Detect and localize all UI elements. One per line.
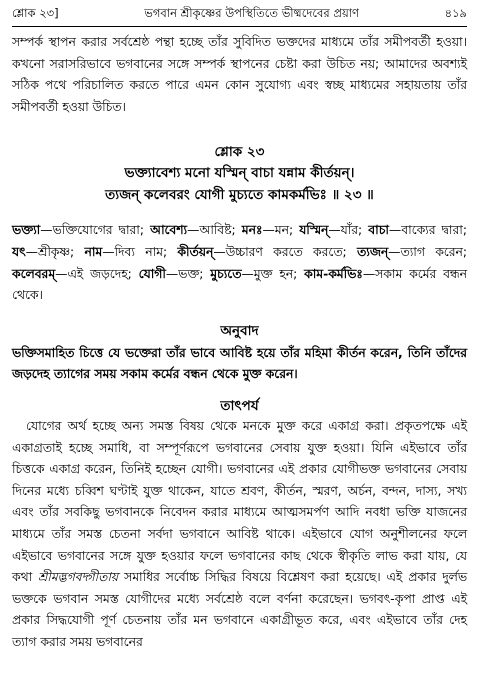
synonym-meaning: —ভক্ত; — [165, 266, 211, 281]
purport-text — [12, 416, 467, 654]
page-header — [12, 0, 467, 27]
synonym-term: যস্মিন্ — [299, 223, 329, 238]
purport-title: তাৎপর্য — [220, 397, 259, 414]
synonym-meaning: —এই জড়দেহ; — [55, 266, 139, 281]
synonym-term: ত্যজন্ — [357, 244, 389, 259]
header-page-number: ৪১৯ — [444, 6, 467, 20]
translation-title: অনুবাদ — [220, 322, 259, 339]
verse-title: শ্লোক ২৩ — [214, 144, 265, 161]
synonym-term: মুচ্যতে — [210, 266, 242, 281]
synonym-meaning: —আবিষ্ট; — [187, 223, 242, 238]
intro-paragraph: সম্পর্ক স্থাপন করার সর্বশ্রেষ্ঠ পন্থা হচ্ছে তাঁর সুবিদিত ভক্তদের মাধ্যমে তাঁর সমীপবর্তী হওয়া। কখনো সরাসরিভাবে ভগবানের সঙ্গে সম্পর্ক স্থাপনের চেষ্টা করা উচিত নয়; আমাদের অবশ্যই সঠিক পথে পরিচালিত করতে পারে এমন কোন সুযোগ্য এবং স্বচ্ছ মাধ্যমের সহায়তায় তাঁর সমীপবর্তী হওয়া উচিত। — [12, 35, 467, 114]
synonym-meaning: —যাঁর; — [328, 223, 369, 238]
synonym-meaning: —উচ্চারণ করতে করতে; — [213, 244, 358, 259]
purport-text-part-2: সমাধির সর্বোচ্চ সিদ্ধির বিষয়ে বিশ্লেষণ করা হয়েছে। এই প্রকার দুর্লভ ভক্তকে ভগবান সমস্ত যোগীদের মধ্যে সর্বশ্রেষ্ঠ বলে বর্ণনা করেছেন। ভগবৎ-কৃপা প্রাপ্ত এই প্রকার সিদ্ধযোগী পূর্ণ চেতনায় তাঁর মন ভগবানে একাগ্রীভূত করে, এবং এইভাবে তাঁর দেহ ত্যাগ করার সময় ভগবানের — [12, 570, 467, 649]
synonym-term: কীর্তয়ন্ — [177, 244, 214, 259]
synonym-term: মনঃ — [241, 223, 263, 238]
synonym-meaning: —ত্যাগ করেন; — [388, 244, 467, 259]
synonym-term: নাম — [84, 244, 103, 259]
header-verse-ref: শ্লোক ২৩] — [12, 6, 59, 20]
word-meanings — [12, 220, 467, 306]
synonym-term: কাম-কর্মভিঃ — [304, 266, 363, 281]
synonym-term: যোগী — [138, 266, 166, 281]
synonym-term: আবেশ্য — [150, 223, 188, 238]
synonym-term: বাচা — [368, 223, 389, 238]
purport-book-title: শ্রীমদ্ভগবদ্গীতায় — [38, 570, 119, 585]
translation-text: ভক্তিসমাহিত চিত্তে যে ভক্তেরা তাঁর ভাবে আবিষ্ট হয়ে তাঁর মহিমা কীর্তন করেন, তিনি তাঁদের জড়দেহ ত্যাগের সময় সকাম কর্মের বন্ধন থেকে মুক্ত করেন। — [12, 345, 467, 382]
synonym-meaning: —দিব্য নাম; — [102, 244, 178, 259]
synonym-term: কলেবরম্ — [12, 266, 56, 281]
header-chapter-title: ভগবান শ্রীকৃষ্ণের উপস্থিতিতে ভীষ্মদেবের প্রয়াণ — [144, 6, 360, 20]
purport-text-part-1: যোগের অর্থ হচ্ছে অন্য সমস্ত বিষয় থেকে মনকে মুক্ত করে একাগ্র করা। প্রকৃতপক্ষে এই একাগ্রতাই হচ্ছে সমাধি, বা সম্পূর্ণরূপে ভগবানের সেবায় যুক্ত হওয়া। যিনি এইভাবে তাঁর চিত্তকে একাগ্র করেন, তিনিই হচ্ছেন যোগী। ভগবানের এই প্রকার যোগীভক্ত ভগবানের সেবায় দিনের মধ্যে চব্বিশ ঘণ্টাই যুক্ত থাকেন, যাতে শ্রবণ, কীর্তন, স্মরণ, অর্চন, বন্দন, দাস্য, সখ্য এবং তাঁর সবকিছু ভগবানকে নিবেদন করার মাধ্যমে আত্মসমর্পণ আদি নবধা ভক্তি যাজনের মাধ্যমে তাঁর সমস্ত চেতনা সর্বদা ভগবানে আবিষ্ট থাকে। এইভাবে যোগ অনুশীলনের ফলে এইভাবে ভগবানের সঙ্গে যুক্ত হওয়ার ফলে ভগবানের কাছ থেকে স্বীকৃতি লাভ করা যায়, যে কথা — [12, 418, 467, 585]
synonym-meaning: —মুক্ত হন; — [241, 266, 305, 281]
synonym-meaning: —মন; — [262, 223, 300, 238]
synonym-meaning: —ভক্তিযোগের দ্বারা; — [40, 223, 151, 238]
verse-line-2: ত্যজন্ কলেবরং যোগী মুচ্যতে কামকর্মভিঃ ॥ ২৩ ॥ — [105, 187, 374, 204]
verse-line-1: ভক্ত্যাবেশ্য মনো যস্মিন্ বাচা যন্নাম কীর্তয়ন্। — [124, 165, 355, 182]
synonym-term: যৎ — [12, 244, 26, 259]
synonym-meaning: —বাক্যের দ্বারা; — [388, 223, 467, 238]
synonym-meaning: —সকাম কর্মের বন্ধন থেকে। — [12, 266, 467, 303]
synonym-term: ভক্ত্যা — [12, 223, 41, 238]
synonym-meaning: —শ্রীকৃষ্ণ; — [25, 244, 85, 259]
